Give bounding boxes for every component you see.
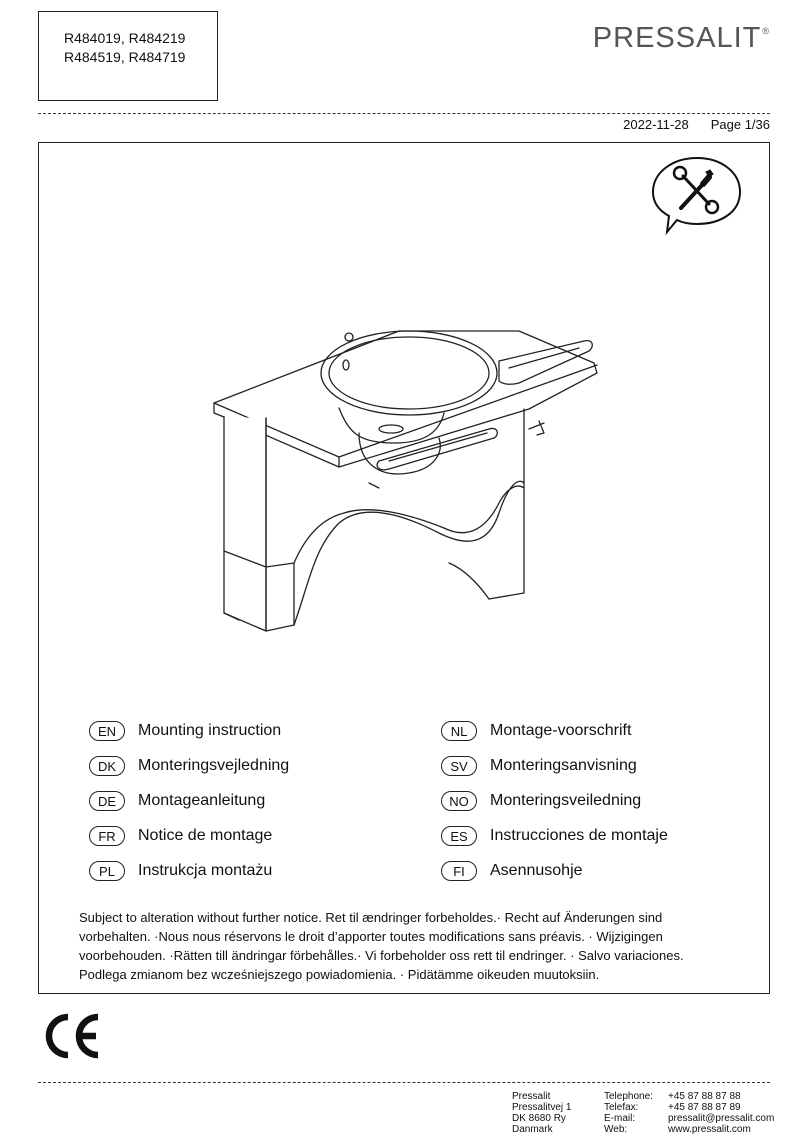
footer-contact-labels	[604, 1091, 653, 1135]
language-title: Monteringsvejledning	[138, 757, 290, 774]
header-divider	[38, 113, 770, 114]
language-title: Mounting instruction	[138, 722, 282, 739]
language-code-badge: PL	[89, 861, 125, 881]
contact-label: E-mail:	[604, 1113, 636, 1124]
washbasin-unit-illustration	[199, 233, 599, 703]
disclaimer-text: Subject to alteration without further notice. Ret til ændringer forbeholdes.· Recht auf Änderungen sind vorbehalten. ·Nous nous réservons le droit d’apporter toutes modifications sans préavis. · Wijzigingen voorbehouden. ·Rätten till ändringar förbehålles.· Vi forbeholder oss rett til endringer. · Salvo variaciones. Podlega zmianom bez wcześniejszego powiadomienia. · Pidätämme oikeuden muutoksiin.	[79, 910, 684, 982]
language-code-badge: SV	[441, 756, 477, 776]
screwdriver-wrench-icon	[647, 152, 747, 242]
language-item-fr	[89, 826, 272, 846]
web-link[interactable]: www.pressalit.com	[668, 1124, 751, 1135]
language-item-en	[89, 721, 281, 741]
language-code-badge: FR	[89, 826, 125, 846]
address-line: DK 8680 Ry	[512, 1113, 566, 1124]
language-code-badge: NL	[441, 721, 477, 741]
language-code-badge: ES	[441, 826, 477, 846]
language-code-badge: EN	[89, 721, 125, 741]
ce-mark-icon	[38, 1013, 104, 1059]
language-title: Montageanleitung	[138, 792, 266, 809]
language-code-badge: DE	[89, 791, 125, 811]
language-code-badge: FI	[441, 861, 477, 881]
language-item-fi	[441, 861, 583, 881]
cover-panel	[38, 142, 770, 994]
footer-divider	[38, 1082, 770, 1083]
registered-mark: ®	[762, 26, 770, 37]
telephone-value: +45 87 88 87 88	[668, 1091, 741, 1102]
product-codes-box	[38, 11, 218, 101]
email-link[interactable]: pressalit@pressalit.com	[668, 1113, 775, 1124]
contact-label: Telephone:	[604, 1091, 653, 1102]
address-line: Pressalitvej 1	[512, 1102, 572, 1113]
language-item-es	[441, 826, 668, 846]
product-codes-line-1: R484019, R484219	[64, 30, 186, 46]
language-title: Instrucciones de montaje	[490, 827, 668, 844]
address-line: Pressalit	[512, 1091, 551, 1102]
language-item-pl	[89, 861, 272, 881]
language-item-dk	[89, 756, 289, 776]
language-code-badge: NO	[441, 791, 477, 811]
language-title: Monteringsveiledning	[490, 792, 642, 809]
language-title: Asennusohje	[490, 862, 583, 879]
language-title: Monteringsanvisning	[490, 757, 637, 774]
language-item-nl	[441, 721, 631, 741]
language-item-sv	[441, 756, 637, 776]
brand-name: PRESSALIT	[592, 22, 762, 54]
document-meta	[623, 117, 770, 132]
language-title: Notice de montage	[138, 827, 273, 844]
product-codes-line-2: R484519, R484719	[64, 49, 186, 65]
brand-logo	[593, 22, 770, 55]
contact-label: Web:	[604, 1124, 628, 1135]
telefax-value: +45 87 88 87 89	[668, 1102, 741, 1113]
language-item-no	[441, 791, 641, 811]
footer-contact-values	[668, 1091, 774, 1135]
language-title: Montage-voorschrift	[490, 722, 632, 739]
language-item-de	[89, 791, 265, 811]
language-title: Instrukcja montażu	[138, 862, 273, 879]
language-code-badge: DK	[89, 756, 125, 776]
footer-address	[512, 1091, 571, 1135]
address-line: Danmark	[512, 1124, 553, 1135]
document-date: 2022-11-28	[623, 117, 689, 132]
page-number: Page 1/36	[710, 117, 770, 132]
contact-label: Telefax:	[604, 1102, 639, 1113]
